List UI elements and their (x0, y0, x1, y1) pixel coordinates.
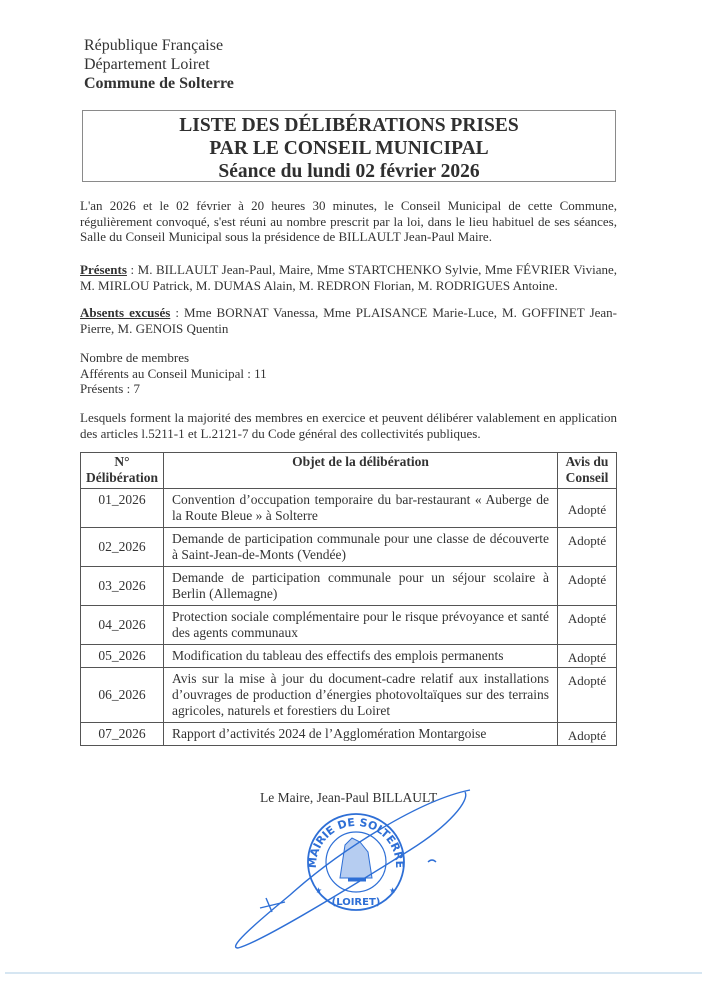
scan-edge-line (5, 972, 702, 974)
table-row (81, 528, 617, 567)
row-avis: Adopté (558, 489, 617, 528)
members-afferents: Afférents au Conseil Municipal : 11 (80, 365, 267, 381)
header-republique: République Française (84, 37, 224, 54)
table-row (81, 645, 617, 668)
row-objet: Convention d’occupation temporaire du bar-restaurant « Auberge de la Route Bleue » à Solterre (164, 489, 558, 528)
svg-text:MAIRIE DE SOLTERRE: MAIRIE DE SOLTERRE (305, 815, 407, 869)
title-line-2: PAR LE CONSEIL MUNICIPAL (209, 138, 489, 159)
mayor-signature-scribble (236, 790, 470, 948)
presents-list: : M. BILLAULT Jean-Paul, Maire, Mme STARTCHENKO Sylvie, Mme FÉVRIER Viviane, M. MIRLOU Patrick, M. DUMAS Alain, M. REDRON Florian, M. RODRIGUES Antoine. (80, 262, 617, 293)
title-line-1: LISTE DES DÉLIBÉRATIONS PRISES (179, 115, 519, 136)
members-presents: Présents : 7 (80, 381, 140, 396)
table-row (81, 567, 617, 606)
header-numero: N° Délibération (81, 453, 164, 489)
row-number: 01_2026 (81, 489, 164, 528)
members-block (80, 350, 617, 397)
row-objet: Avis sur la mise à jour du document-cadre relatif aux installations d’ouvrages de production d’énergies photovoltaïques sur des terrains agricoles, naturels et forestiers du Loiret (164, 668, 558, 723)
row-number: 03_2026 (81, 567, 164, 606)
header-objet: Objet de la délibération (164, 453, 558, 489)
row-objet: Modification du tableau des effectifs des emplois permanents (164, 645, 558, 668)
row-number: 06_2026 (81, 668, 164, 723)
document-header (84, 36, 234, 93)
table-row (81, 489, 617, 528)
row-avis: Adopté (558, 645, 617, 668)
absents-list: : Mme BORNAT Vanessa, Mme PLAISANCE Marie-Luce, M. GOFFINET Jean-Pierre, M. GENOIS Quentin (80, 305, 617, 336)
row-number: 05_2026 (81, 645, 164, 668)
mayor-signature-label: Le Maire, Jean-Paul BILLAULT (260, 790, 438, 805)
row-number: 07_2026 (81, 723, 164, 746)
table-row (81, 606, 617, 645)
deliberations-table (80, 452, 617, 746)
row-avis: Adopté (558, 528, 617, 567)
quorum-paragraph: Lesquels forment la majorité des membres en exercice et peuvent délibérer valablement en application des articles l.5211-1 et L.2121-7 du Code général des collectivités publiques. (80, 410, 617, 441)
document-title-box (82, 110, 616, 182)
row-objet: Demande de participation communale pour un séjour scolaire à Berlin (Allemagne) (164, 567, 558, 606)
intro-paragraph: L'an 2026 et le 02 février à 20 heures 30 minutes, le Conseil Municipal de cette Commune, régulièrement convoqué, s'est réuni au nombre prescrit par la loi, dans le lieu habituel de ses séances, Salle du Conseil Municipal sous la présidence de BILLAULT Jean-Paul Maire. (80, 198, 617, 244)
row-avis: Adopté (558, 668, 617, 723)
table-row (81, 723, 617, 746)
header-departement: Département Loiret (84, 56, 210, 73)
table-header-row (81, 453, 617, 489)
row-objet: Rapport d’activités 2024 de l’Agglomération Montargoise (164, 723, 558, 746)
table-row (81, 668, 617, 723)
official-stamp-icon (306, 814, 406, 910)
row-objet: Protection sociale complémentaire pour le risque prévoyance et santé des agents communaux (164, 606, 558, 645)
title-session-date: Séance du lundi 02 février 2026 (218, 161, 480, 182)
row-avis: Adopté (558, 723, 617, 746)
svg-text:★: ★ (315, 886, 323, 895)
row-number: 02_2026 (81, 528, 164, 567)
row-avis: Adopté (558, 567, 617, 606)
absents-label: Absents excusés (80, 305, 171, 320)
absents-paragraph (80, 305, 617, 336)
svg-text:(LOIRET): (LOIRET) (331, 897, 381, 908)
header-commune: Commune de Solterre (84, 75, 234, 92)
presents-paragraph (80, 262, 617, 293)
row-number: 04_2026 (81, 606, 164, 645)
header-avis: Avis du Conseil (558, 453, 617, 489)
presents-label: Présents (80, 262, 127, 277)
members-heading: Nombre de membres (80, 350, 190, 365)
row-avis: Adopté (558, 606, 617, 645)
svg-text:★: ★ (389, 886, 397, 895)
row-objet: Demande de participation communale pour une classe de découverte à Saint-Jean-de-Monts (Vendée) (164, 528, 558, 567)
